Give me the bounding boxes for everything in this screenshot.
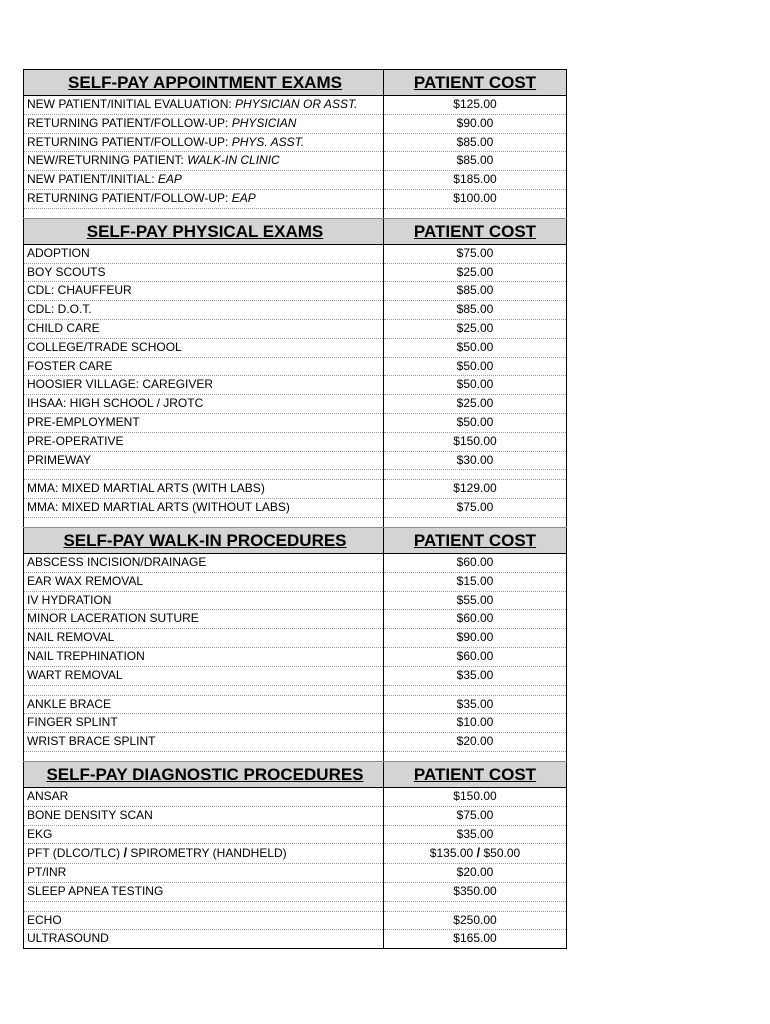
service-name (24, 825, 384, 844)
cost-value: $250.00 (453, 912, 497, 927)
section-spacer (24, 751, 567, 761)
table-row (24, 864, 567, 883)
service-name (24, 553, 384, 572)
service-name (24, 451, 384, 470)
service-label: PT/INR (27, 865, 67, 880)
service-label: PRE-OPERATIVE (27, 433, 124, 448)
table-row (24, 499, 567, 518)
patient-cost (384, 787, 567, 806)
cost-value: $75.00 (456, 245, 494, 260)
patient-cost (384, 263, 567, 282)
table-row (24, 376, 567, 395)
table-row (24, 395, 567, 414)
patient-cost (384, 451, 567, 470)
table-row (24, 263, 567, 282)
service-name (24, 591, 384, 610)
cost-value: $50.00 (456, 358, 494, 373)
patient-cost (384, 338, 567, 357)
cost-value: $35.00 (456, 667, 494, 682)
table-row (24, 911, 567, 930)
service-name (24, 395, 384, 414)
table-row (24, 572, 567, 591)
table-row (24, 480, 567, 499)
patient-cost (384, 591, 567, 610)
service-name (24, 499, 384, 518)
section-title: SELF-PAY PHYSICAL EXAMS (24, 218, 384, 244)
service-name (24, 647, 384, 666)
cost-value: $60.00 (456, 554, 494, 569)
cost-value: $129.00 (453, 481, 497, 496)
service-label: FINGER SPLINT (27, 715, 118, 730)
separator: / (123, 845, 128, 861)
section-header (24, 527, 567, 553)
service-label: RETURNING PATIENT/FOLLOW-UP: (27, 190, 232, 205)
service-name (24, 413, 384, 432)
service-label: BOY SCOUTS (27, 264, 106, 279)
service-name (24, 114, 384, 133)
table-row (24, 825, 567, 844)
service-label: NAIL TREPHINATION (27, 648, 145, 663)
service-label: CHILD CARE (27, 320, 100, 335)
patient-cost (384, 357, 567, 376)
cost-value: $75.00 (456, 807, 494, 822)
cost-value: $50.00 (456, 339, 494, 354)
patient-cost (384, 553, 567, 572)
cost-value: $85.00 (456, 283, 494, 298)
section-title: SELF-PAY APPOINTMENT EXAMS (24, 70, 384, 96)
service-name (24, 171, 384, 190)
service-label-secondary: SPIROMETRY (HANDHELD) (127, 846, 287, 861)
patient-cost (384, 714, 567, 733)
service-name (24, 152, 384, 171)
table-row (24, 806, 567, 825)
service-label: BONE DENSITY SCAN (27, 807, 153, 822)
table-row (24, 301, 567, 320)
cost-column-header: PATIENT COST (384, 218, 567, 244)
patient-cost (384, 282, 567, 301)
table-row (24, 432, 567, 451)
cost-column-header: PATIENT COST (384, 527, 567, 553)
table-row (24, 591, 567, 610)
cost-value: $135.00 (429, 846, 477, 861)
cost-value: $185.00 (453, 172, 497, 187)
service-qualifier: PHYS. ASST. (231, 134, 305, 149)
service-qualifier: PHYSICIAN (231, 115, 297, 130)
patient-cost (384, 844, 567, 864)
table-row (24, 844, 567, 864)
service-name (24, 714, 384, 733)
service-qualifier: EAP (157, 172, 182, 187)
cost-value: $35.00 (456, 696, 494, 711)
patient-cost (384, 930, 567, 949)
patient-cost (384, 301, 567, 320)
service-label: PRE-EMPLOYMENT (27, 414, 140, 429)
cost-value: $30.00 (456, 452, 494, 467)
service-label: NEW/RETURNING PATIENT: (27, 153, 188, 168)
service-label: ECHO (27, 912, 62, 927)
patient-cost (384, 499, 567, 518)
cost-column-header: PATIENT COST (384, 761, 567, 787)
patient-cost (384, 376, 567, 395)
cost-value: $50.00 (456, 414, 494, 429)
service-label: COLLEGE/TRADE SCHOOL (27, 339, 182, 354)
service-name (24, 338, 384, 357)
table-row (24, 319, 567, 338)
section-title: SELF-PAY DIAGNOSTIC PROCEDURES (24, 761, 384, 787)
table-row (24, 338, 567, 357)
patient-cost (384, 432, 567, 451)
service-name (24, 864, 384, 883)
table-row (24, 357, 567, 376)
cost-value: $10.00 (456, 715, 494, 730)
patient-cost (384, 244, 567, 263)
cost-value: $350.00 (453, 883, 497, 898)
patient-cost (384, 171, 567, 190)
service-label: ADOPTION (27, 245, 90, 260)
service-label: CDL: CHAUFFEUR (27, 283, 132, 298)
service-label: WART REMOVAL (27, 667, 123, 682)
service-label: CDL: D.O.T. (27, 302, 92, 317)
service-label: FOSTER CARE (27, 358, 113, 373)
patient-cost (384, 695, 567, 714)
cost-value: $15.00 (456, 573, 494, 588)
cost-value: $90.00 (456, 630, 494, 645)
table-row (24, 553, 567, 572)
patient-cost (384, 647, 567, 666)
cost-value: $60.00 (456, 611, 494, 626)
service-name (24, 911, 384, 930)
patient-cost (384, 96, 567, 115)
patient-cost (384, 733, 567, 752)
service-label: PFT (DLCO/TLC) (27, 846, 124, 861)
service-name (24, 376, 384, 395)
service-name (24, 480, 384, 499)
patient-cost (384, 864, 567, 883)
cost-value: $100.00 (453, 190, 497, 205)
service-name (24, 695, 384, 714)
section-spacer (24, 208, 567, 218)
service-name (24, 882, 384, 901)
service-name (24, 301, 384, 320)
service-name (24, 189, 384, 208)
table-row (24, 96, 567, 115)
patient-cost (384, 189, 567, 208)
patient-cost (384, 480, 567, 499)
service-name (24, 806, 384, 825)
patient-cost (384, 395, 567, 414)
patient-cost (384, 152, 567, 171)
patient-cost (384, 911, 567, 930)
patient-cost (384, 882, 567, 901)
patient-cost (384, 572, 567, 591)
patient-cost (384, 629, 567, 648)
table-row (24, 733, 567, 752)
service-name (24, 96, 384, 115)
service-label: IV HYDRATION (27, 592, 112, 607)
patient-cost (384, 114, 567, 133)
table-row (24, 695, 567, 714)
cost-value: $25.00 (456, 264, 494, 279)
service-label: ABSCESS INCISION/DRAINAGE (27, 554, 207, 569)
table-row (24, 882, 567, 901)
service-label: RETURNING PATIENT/FOLLOW-UP: (27, 115, 232, 130)
service-name (24, 244, 384, 263)
service-name (24, 357, 384, 376)
cost-value: $20.00 (456, 734, 494, 749)
patient-cost (384, 413, 567, 432)
patient-cost (384, 610, 567, 629)
section-header (24, 761, 567, 787)
service-qualifier: PHYSICIAN OR ASST. (235, 97, 358, 111)
cost-value: $90.00 (456, 115, 494, 130)
service-name (24, 844, 384, 864)
service-qualifier: EAP (231, 190, 256, 205)
service-name (24, 629, 384, 648)
service-label: NAIL REMOVAL (27, 630, 115, 645)
cost-value: $165.00 (453, 931, 497, 946)
gap-row (24, 685, 567, 695)
cost-value: $85.00 (456, 153, 494, 168)
service-label: NEW PATIENT/INITIAL EVALUATION: (27, 97, 236, 111)
service-name (24, 263, 384, 282)
table-row (24, 451, 567, 470)
table-row (24, 189, 567, 208)
service-name (24, 432, 384, 451)
service-name (24, 787, 384, 806)
cost-value: $35.00 (456, 826, 494, 841)
service-label: PRIMEWAY (27, 452, 92, 467)
service-name (24, 282, 384, 301)
table-row (24, 647, 567, 666)
table-row (24, 282, 567, 301)
service-label: EAR WAX REMOVAL (27, 573, 144, 588)
table-row (24, 133, 567, 152)
service-label: MINOR LACERATION SUTURE (27, 611, 199, 626)
table-row (24, 714, 567, 733)
table-row (24, 610, 567, 629)
table-row (24, 244, 567, 263)
service-label: NEW PATIENT/INITIAL: (27, 172, 158, 187)
service-qualifier: WALK-IN CLINIC (187, 153, 280, 168)
cost-value: $60.00 (456, 648, 494, 663)
patient-cost (384, 825, 567, 844)
patient-cost (384, 133, 567, 152)
section-title: SELF-PAY WALK-IN PROCEDURES (24, 527, 384, 553)
cost-value: $25.00 (456, 396, 494, 411)
fee-schedule-table (23, 69, 567, 949)
cost-value: $75.00 (456, 500, 494, 515)
service-name (24, 666, 384, 685)
service-label: ANSAR (27, 788, 69, 803)
service-label: SLEEP APNEA TESTING (27, 883, 164, 898)
gap-row (24, 470, 567, 480)
section-header (24, 218, 567, 244)
service-name (24, 610, 384, 629)
service-name (24, 572, 384, 591)
cost-value-secondary: $50.00 (480, 846, 521, 861)
table-row (24, 629, 567, 648)
service-label: MMA: MIXED MARTIAL ARTS (WITHOUT LABS) (27, 500, 290, 515)
service-label: HOOSIER VILLAGE: CAREGIVER (27, 377, 214, 392)
table-row (24, 666, 567, 685)
cost-value: $50.00 (456, 377, 494, 392)
cost-value: $150.00 (453, 788, 497, 803)
patient-cost (384, 319, 567, 338)
service-label: MMA: MIXED MARTIAL ARTS (WITH LABS) (27, 481, 265, 496)
cost-value: $85.00 (456, 302, 494, 317)
fee-schedule (23, 69, 566, 949)
table-row (24, 171, 567, 190)
service-label: RETURNING PATIENT/FOLLOW-UP: (27, 134, 232, 149)
cost-value: $20.00 (456, 865, 494, 880)
service-label: ANKLE BRACE (27, 696, 112, 711)
table-row (24, 930, 567, 949)
section-spacer (24, 517, 567, 527)
cost-value: $85.00 (456, 134, 494, 149)
gap-row (24, 901, 567, 911)
service-name (24, 319, 384, 338)
service-name (24, 733, 384, 752)
service-label: IHSAA: HIGH SCHOOL / JROTC (27, 396, 204, 411)
patient-cost (384, 666, 567, 685)
cost-value: $150.00 (453, 433, 497, 448)
service-name (24, 930, 384, 949)
table-row (24, 787, 567, 806)
section-header (24, 70, 567, 96)
table-row (24, 114, 567, 133)
table-row (24, 152, 567, 171)
table-row (24, 413, 567, 432)
separator: / (476, 845, 481, 861)
service-label: WRIST BRACE SPLINT (27, 734, 156, 749)
cost-value: $125.00 (453, 97, 497, 111)
cost-value: $25.00 (456, 320, 494, 335)
cost-value: $55.00 (456, 592, 494, 607)
service-label: EKG (27, 826, 53, 841)
service-name (24, 133, 384, 152)
patient-cost (384, 806, 567, 825)
cost-column-header: PATIENT COST (384, 70, 567, 96)
service-label: ULTRASOUND (27, 931, 109, 946)
